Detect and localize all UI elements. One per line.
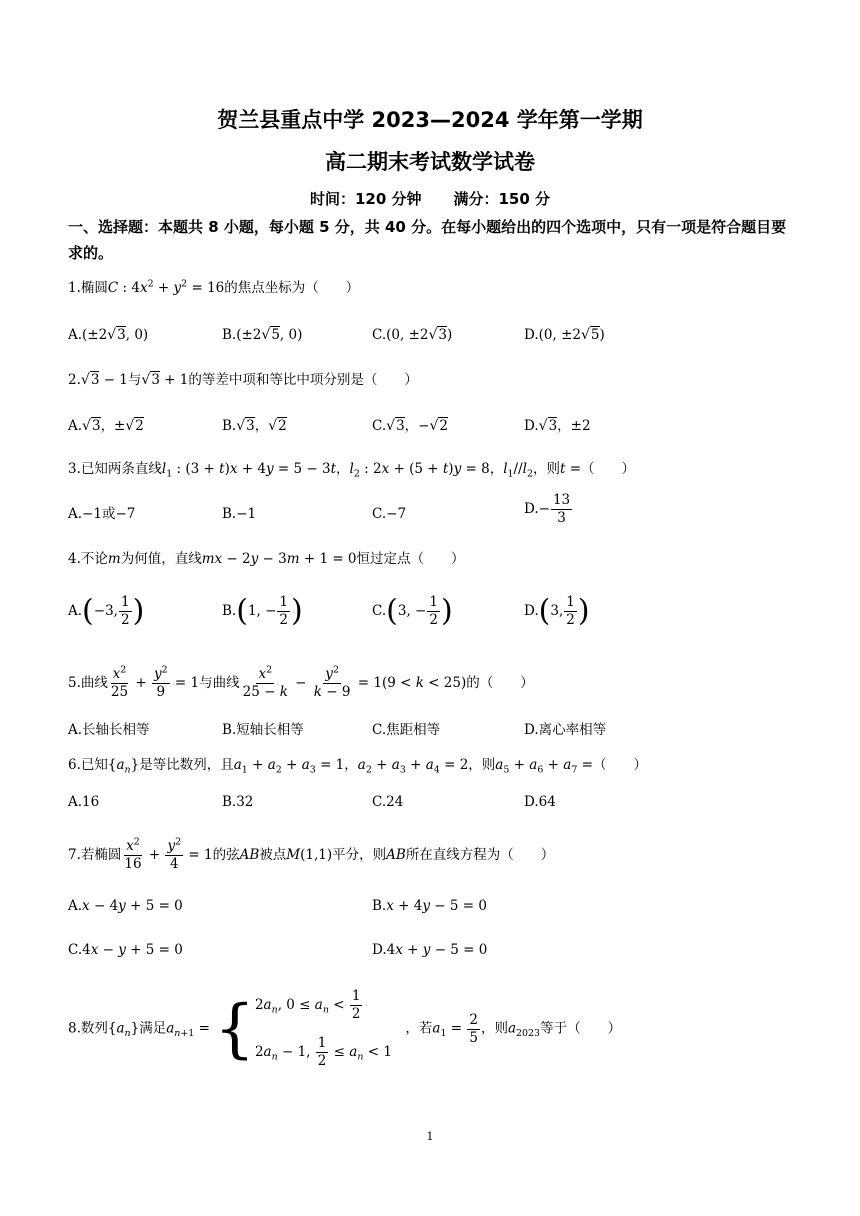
q1-option-d: D.(0, ±2√5) <box>524 327 605 343</box>
q6-option-b: B.32 <box>222 794 254 810</box>
question-2: 2.√3 − 1与√3 + 1的等差中项和等比中项分别是（ ） <box>68 372 418 388</box>
question-6: 6.已知$\{a_n\}$是等比数列，且$a_1 + a_2 + a_3 = 1$，$a_2 + a_3 + a_4 = 2$，则$a_5 + a_6 + a_7$ =（ ） <box>68 757 647 776</box>
q7-option-d: D.4x + y − 5 = 0 <box>372 942 488 958</box>
exam-title: 贺兰县重点中学 2023—2024 学年第一学期 <box>217 108 643 132</box>
q4-option-c: C.(3, − $\frac{1}{2}$ ) <box>372 593 453 629</box>
q3-option-a: A.−1或−7 <box>68 506 136 522</box>
page-number: 1 <box>426 1130 434 1143</box>
q3-option-c: C.−7 <box>372 506 407 522</box>
q5-option-b: B.短轴长相等 <box>222 722 304 738</box>
question-4: 4.不论m为何值，直线mx − 2y − 3m + 1 = 0恒过定点（ ） <box>68 551 465 567</box>
q1-option-a: A.(±2√3, 0) <box>68 327 149 343</box>
q3-option-d: D.− $\frac{13}{3}$ <box>524 492 571 526</box>
question-7: 7.若椭圆 $\frac{x^2}{16}$ + $\frac{y^2}{4}$ = 1的弦AB被点M(1,1)平分，则AB所在直线方程为（ ） <box>68 836 555 872</box>
exam-time: 时间：120 分钟 <box>309 190 422 208</box>
exam-subtitle: 高二期末考试数学试卷 <box>325 150 535 174</box>
exam-score: 满分：150 分 <box>453 190 551 208</box>
q2-option-d: D.√3，±2 <box>524 418 591 434</box>
q4-option-a: A.(−3, $\frac{1}{2}$ ) <box>68 593 145 629</box>
section-heading: 一、选择题：本题共 8 小题，每小题 5 分，共 40 分。在每小题给出的四个选项中，只有一项是符合题目要求的。 <box>68 218 787 262</box>
q2-option-a: A.√3，±√2 <box>68 418 144 434</box>
q6-option-c: C.24 <box>372 794 404 810</box>
q7-option-b: B.x + 4y − 5 = 0 <box>372 898 487 914</box>
q5-option-d: D.离心率相等 <box>524 722 607 738</box>
q7-option-c: C.4x − y + 5 = 0 <box>68 942 183 958</box>
q3-option-b: B.−1 <box>222 506 257 522</box>
q7-option-a: A.x − 4y + 5 = 0 <box>68 898 183 914</box>
question-5: 5.曲线 $\frac{x^2}{25}$ + $\frac{y^2}{9}$ = 1与曲线 $\frac{x^2}{25 - k}$ − $\frac{y^2}{k - 9}$ = 1(9 < k < 25)的（ ） <box>68 664 534 700</box>
question-1: 1.椭圆C : $4x^2 + y^2 = 16$的焦点坐标为（ ） <box>68 278 360 296</box>
q2-option-b: B.√3，√2 <box>222 418 287 434</box>
question-3: 3.已知两条直线$l_1$ : (3 + t)x + 4y = 5 − 3t，$l_2$ : 2x + (5 + t)y = 8，$l_1//l_2$，则t =（ ） <box>68 461 636 480</box>
q4-option-d: D.(3, $\frac{1}{2}$ ) <box>524 593 590 629</box>
q5-option-a: A.长轴长相等 <box>68 722 150 738</box>
exam-info <box>0 188 860 209</box>
q4-option-b: B.(1, − $\frac{1}{2}$ ) <box>222 593 303 629</box>
q2-option-c: C.√3，−√2 <box>372 418 448 434</box>
question-8: 8.数列$\{a_n\}$满足$a_{n+1}$ = { $2a_n$, $0 \le a_n$ < $\frac{1}{2}$ $2a_n - 1$, $\frac{1}{2}$ ≤ $a_n < 1$ ，若$a_1$ = $\frac{2}{5}$ ，则$a_{2023}$等于（ ） <box>68 988 622 1069</box>
q1-option-b: B.(±2√5, 0) <box>222 327 303 343</box>
q6-option-d: D.64 <box>524 794 556 810</box>
q1-option-c: C.(0, ±2√3) <box>372 327 453 343</box>
q6-option-a: A.16 <box>68 794 100 810</box>
q5-option-c: C.焦距相等 <box>372 722 441 738</box>
